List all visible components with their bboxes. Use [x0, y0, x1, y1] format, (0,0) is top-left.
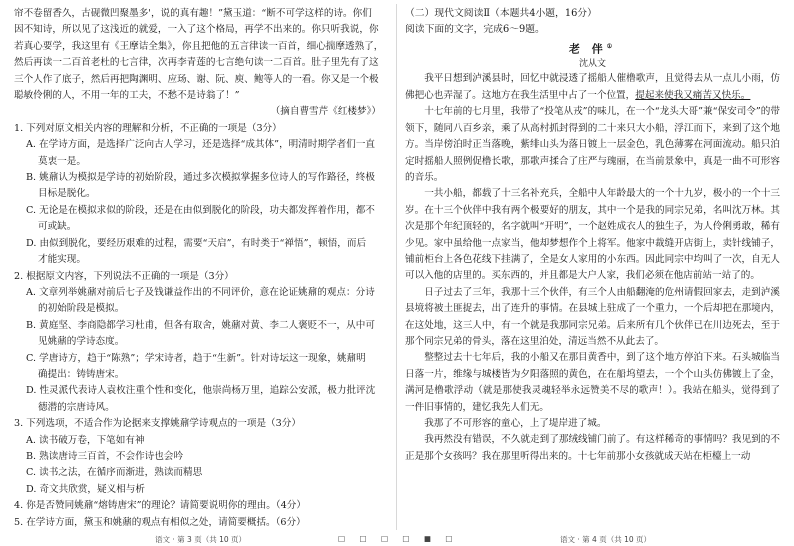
story-paragraph-2: 十七年前的七月里，我带了“投笔从戎”的味儿，在一个“龙头大哥”兼“保安司令”的带领下，随同八百乡亲，乘了从高村抓封得到的二十来只大小船，浮江而下，来到了这个地方。当岸傍泊时正当落晚，紫绯山头为落日镀上一层金色，乳色薄雾在河面流动。船只泊定时摇船人照例促橹长歌，那歌声揉合了庄严与瑰丽，在当前景象中，真是一曲不可形容的音乐。	[405, 106, 780, 183]
option-c-cont: 可或缺。	[38, 221, 77, 233]
question-stem: 3. 下列选项，不适合作为论据来支撑姚鼐学诗观点的一项是（3分）	[14, 418, 301, 430]
option-c: C. 读书之法，在循序而渐进，熟读而精思	[26, 467, 203, 479]
option-c: C. 学唐诗方，趋于“陈熟”；学宋诗者，趋于“生新”。针对诗坛这一现象，姚鼐明	[26, 352, 366, 364]
option-a: A. 文章列举姚鼐对前后七子及钱谦益作出的不同评价，意在论证姚鼐的观点：分诗	[26, 286, 375, 298]
option-b-cont: 见姚鼐的学诗态度。	[38, 336, 125, 348]
option-d: D. 奇文共欣赏，疑义相与析	[26, 483, 145, 495]
passage-line: 若真心要学，我这里有《王摩诘全集》，你且把他的五言律读一百首，细心揣摩透熟了，	[14, 40, 384, 52]
option-d-cont: 才能实现。	[38, 254, 86, 266]
passage-line: 因不知诗，所以见了这浅近的就爱，一入了这个格局，再学不出来的。你只听我说，你	[14, 24, 379, 36]
question-4-stem: 4. 你是否赞同姚鼐“熔铸唐宋”的理论？请简要说明你的理由。（4分）	[14, 500, 306, 512]
story-paragraph-7: 我再然没有错误，不久就走到了那绒线铺门前了。有这样稀奇的事情吗？我见到的不正是那个女孩吗？我在那里听得出来的。十七年前那小女孩就成天站在柜檯上一动	[405, 434, 780, 462]
right-page-footer: 语文 · 第 4 页（共 10 页）	[560, 535, 652, 544]
question-5-stem: 5. 在学诗方面，黛玉和姚鼐的观点有相似之处，请简要概括。（6分）	[14, 516, 306, 528]
story-paragraph-4: 日子过去了三年，我那十三个伙伴，有三个人由船翻淹的危州请假回家去，走到泸溪县境将被土匪捉去，出了连升的事情。在县城上驻成了一个重力，一个后却把在那境内，在这处地，这三人中，有一个就是我那同宗兄弟。后来所有几个伙伴已在川边死去，至于那个同宗兄弟的骨头，落在这里泊处，清远当然不从此去了。	[405, 286, 780, 347]
option-c: C. 无论是在模拟求似的阶段，还是在由似到脱化的阶段，功夫都发挥着作用，都不	[26, 204, 375, 216]
option-b: B. 姚鼐认为模拟是学诗的初始阶段，通过多次模拟掌握多位诗人的写作路径，终极	[26, 172, 375, 184]
story-paragraph-1: 我平日想到泸溪县时，回忆中就浸透了摇船人催橹歌声，且觉得去从一点儿小雨，仿佛把心也弄湿了。这地方在我生活里中占了一个位置，提起来使我又痛苦又快乐。	[405, 73, 780, 101]
option-b: B. 黄庭坚、李商隐都学习杜甫，但各有取舍，姚鼐对黄、李二人褒贬不一，从中可	[26, 319, 375, 331]
story-body	[405, 71, 780, 465]
question-1	[14, 121, 389, 269]
option-a-cont: 的初始阶段是模拟。	[38, 303, 125, 315]
option-a-cont: 莫衷一是。	[38, 155, 86, 167]
story-author: 沈从文	[578, 59, 606, 70]
left-page-footer: 语文 · 第 3 页（共 10 页）	[155, 535, 247, 544]
passage-line: 帘不卷留香久，古砚微凹聚墨多'，说的真有趣！”黛玉道：“断不可学这样的诗。你们	[14, 8, 372, 19]
center-marks: □ □ □ □ ■ □	[338, 534, 459, 543]
option-b: B. 熟读唐诗三百首，不会作诗也会吟	[26, 450, 184, 462]
option-c-cont: 确提出：铸铸唐宋。	[38, 368, 125, 380]
story-paragraph-5: 整整过去十七年后，我的小船又在那目黄香中，到了这个地方停泊下来。石头城临当日落一片，维缘与城楼皆为夕阳落照的黄色，在在船坞望去，一个个山头仿佛镀上了金，满河是橹歌浮动（就是那使我灵魂轻举永远赞美不尽的歌声！）。我站在船头，觉得到了一件旧事情的，建忆我先人们无。	[405, 352, 780, 413]
question-stem: 2. 根据原文内容，下列说法不正确的一项是（3分）	[14, 270, 234, 282]
question-3	[14, 416, 389, 498]
underlined-sentence: 提起来使我又痛苦又快乐。	[635, 89, 751, 101]
passage-source: （摘自曹雪芹《红楼梦》）	[270, 106, 381, 118]
reading-instruction: 阅读下面的文字，完成6～9题。	[405, 24, 545, 36]
story-paragraph-3: 一共小船，都载了十三名补充兵，全船中人年龄最大的一个十九岁，极小的一个十三岁。在十三个伙伴中我有两个极要好的朋友，其中一个是我的同宗兄弟，名叫沈万林。其次是那个年纪顶轻的，名字就叫“开明”，一个赵姓成衣人的独生子，为人伶俐勇敢，稀有少见。家中虽给他一点家当，他却梦想作个上将军。他家中裁缝开店街上，卖针线铺子，铺前柜台上各色花线下挂满了，全是女人家用的小东西。因此同宗中均叫了一次，自无人可以入他的店里的。买东西的，并且都是大户人家，我们必须在他店前站一站了的。	[405, 188, 780, 282]
story-paragraph-6: 我那了不可形容的童心，上了堤岸进了城。	[424, 418, 607, 429]
title-footnote-mark: ①	[606, 42, 617, 50]
question-2	[14, 269, 389, 417]
option-b-cont: 目标是脱化。	[38, 188, 96, 200]
passage-excerpt	[14, 6, 389, 104]
question-stem: 1. 下列对原文相关内容的理解和分析，不正确的一项是（3分）	[14, 122, 282, 134]
option-a: A. 在学诗方面，是选择广泛向古人学习，还是选择“成其体”，明清时期学者们一直	[26, 139, 376, 151]
right-page	[397, 0, 794, 546]
passage-line: 聪敏伶俐的人，不用一年的工夫，不愁不是诗翁了！”	[14, 90, 240, 102]
option-d: D. 性灵派代表诗人袁枚注重个性和变化，他崇尚杨万里，追踪公安派，极力批评沈	[26, 385, 376, 397]
story-title: 老 伴①	[568, 42, 617, 56]
option-a: A. 读书破万卷，下笔如有神	[26, 434, 145, 446]
passage-line: 三个人作了底子，然后再把陶渊明、应玚、谢、阮、庾、鲍等人的一看。你又是一个极	[14, 73, 379, 85]
passage-line: 然后再读一二百首老杜的七言律，次再李青莲的七言绝句读一二百首。肚子里先有了这	[14, 57, 379, 69]
section-heading: （二）现代文阅读Ⅱ（本题共4小题，16分）	[405, 8, 597, 19]
option-d: D. 由似到脱化，要经历艰难的过程，需要“天启”，有时类于“禅悟”，顿悟，而后	[26, 237, 367, 249]
option-d-cont: 德潜的宗唐诗风。	[38, 401, 115, 413]
